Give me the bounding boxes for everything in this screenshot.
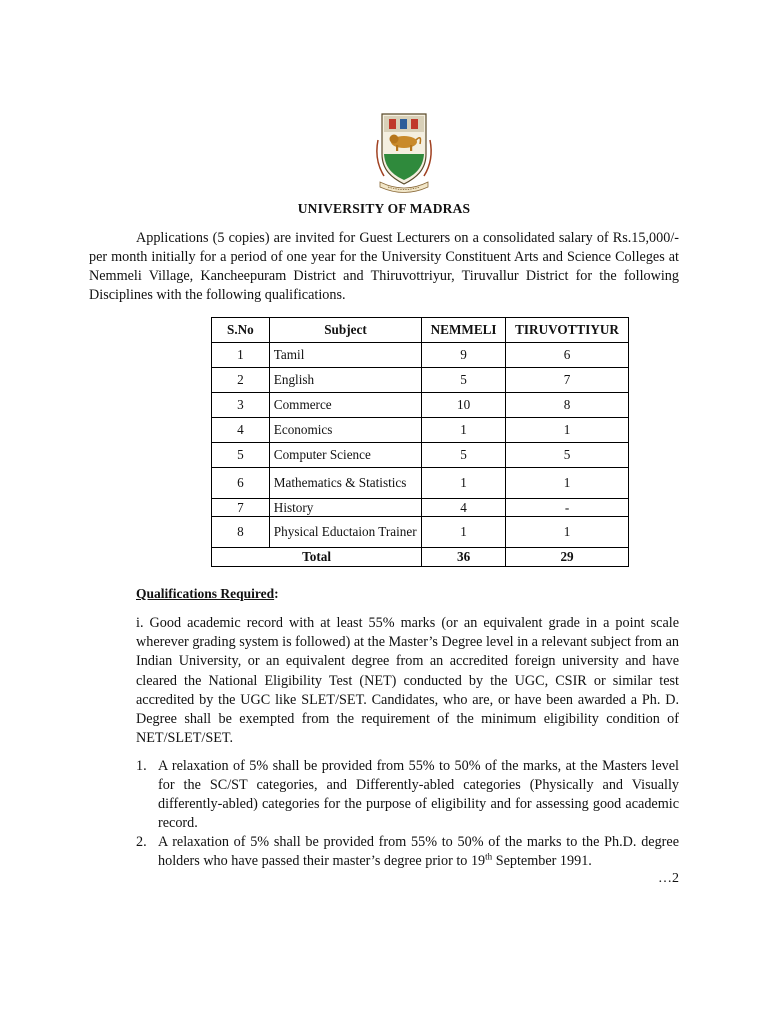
cell-sno: 3 <box>212 393 270 418</box>
cell-subject: Mathematics & Statistics <box>269 468 421 499</box>
list-item-number: 1. <box>136 758 147 774</box>
cell-subject: Tamil <box>269 343 421 368</box>
cell-tiruvottiyur: 1 <box>506 517 629 548</box>
list-item-text: A relaxation of 5% shall be provided from 55% to 50% of the marks, at the Masters level for the SC/ST categories, and Differently-abled categories (Physically and Visually differently-abled) categories for the purpose of eligibility and for assessing good academic record. <box>158 758 679 831</box>
cell-nemmeli: 1 <box>422 517 506 548</box>
cell-tiruvottiyur: - <box>506 499 629 517</box>
cell-tiruvottiyur: 1 <box>506 468 629 499</box>
qualifications-heading <box>136 586 279 602</box>
cell-sno: 1 <box>212 343 270 368</box>
total-label: Total <box>212 548 422 567</box>
header-subject: Subject <box>269 318 421 343</box>
list-item-text: A relaxation of 5% shall be provided from 55% to 50% of the marks to the Ph.D. degree holders who have passed their master’s degree prior to 19 <box>158 834 679 869</box>
cell-nemmeli: 4 <box>422 499 506 517</box>
page-continuation-marker: …2 <box>658 871 679 886</box>
qualifications-heading-text: Qualifications Required <box>136 586 275 601</box>
total-nemmeli: 36 <box>422 548 506 567</box>
cell-nemmeli: 5 <box>422 368 506 393</box>
header-nemmeli: NEMMELI <box>422 318 506 343</box>
table-row <box>212 517 629 548</box>
cell-tiruvottiyur: 8 <box>506 393 629 418</box>
list-item <box>136 757 679 833</box>
cell-subject: Physical Eductaion Trainer <box>269 517 421 548</box>
cell-sno: 6 <box>212 468 270 499</box>
cell-subject: English <box>269 368 421 393</box>
cell-nemmeli: 1 <box>422 468 506 499</box>
table-total-row <box>212 548 629 567</box>
relaxation-list <box>136 757 679 871</box>
qualification-paragraph: i. Good academic record with at least 55% marks (or an equivalent grade in a point scale wherever grading system is followed) at the Master’s Degree level in a relevant subject from an Indian University, or an equivalent degree from an accredited foreign university and have cleared the National Eligibility Test (NET) conducted by the UGC, CSIR or similar test accredited by the UGC like SLET/SET. Candidates, who are, or have been awarded a Ph. D. Degree shall be exempted from the requirement of the minimum eligibility condition of NET/SLET/SET. <box>136 615 680 747</box>
table-row <box>212 393 629 418</box>
cell-tiruvottiyur: 6 <box>506 343 629 368</box>
cell-tiruvottiyur: 5 <box>506 443 629 468</box>
list-item-number: 2. <box>136 834 147 850</box>
cell-sno: 2 <box>212 368 270 393</box>
cell-nemmeli: 1 <box>422 418 506 443</box>
table-row <box>212 468 629 499</box>
ordinal-superscript: th <box>485 851 493 862</box>
cell-nemmeli: 9 <box>422 343 506 368</box>
cell-subject: Economics <box>269 418 421 443</box>
table-row <box>212 499 629 517</box>
cell-subject: Computer Science <box>269 443 421 468</box>
cell-nemmeli: 10 <box>422 393 506 418</box>
header-sno: S.No <box>212 318 270 343</box>
qualifications-heading-colon: : <box>274 586 279 601</box>
table-row <box>212 368 629 393</box>
table-row <box>212 418 629 443</box>
cell-sno: 8 <box>212 517 270 548</box>
cell-sno: 4 <box>212 418 270 443</box>
cell-nemmeli: 5 <box>422 443 506 468</box>
list-item-text-end: September 1991. <box>492 853 592 869</box>
cell-subject: History <box>269 499 421 517</box>
cell-sno: 7 <box>212 499 270 517</box>
disciplines-table <box>211 317 629 567</box>
table-header-row <box>212 318 629 343</box>
intro-paragraph: Applications (5 copies) are invited for Guest Lecturers on a consolidated salary of Rs.15,000/- per month initially for a period of one year for the University Constituent Arts and Science Colleges at Nemmeli Village, Kancheepuram District and Thiruvottriyur, Tiruvallur District for the following Disciplines with the following qualifications. <box>89 230 679 303</box>
cell-sno: 5 <box>212 443 270 468</box>
table-row <box>212 343 629 368</box>
list-item <box>136 833 679 871</box>
cell-subject: Commerce <box>269 393 421 418</box>
header-tiruvottiyur: TIRUVOTTIYUR <box>506 318 629 343</box>
university-title: UNIVERSITY OF MADRAS <box>297 201 471 216</box>
total-tiruvottiyur: 29 <box>506 548 629 567</box>
cell-tiruvottiyur: 7 <box>506 368 629 393</box>
cell-tiruvottiyur: 1 <box>506 418 629 443</box>
table-row <box>212 443 629 468</box>
university-emblem-logo <box>372 110 436 194</box>
